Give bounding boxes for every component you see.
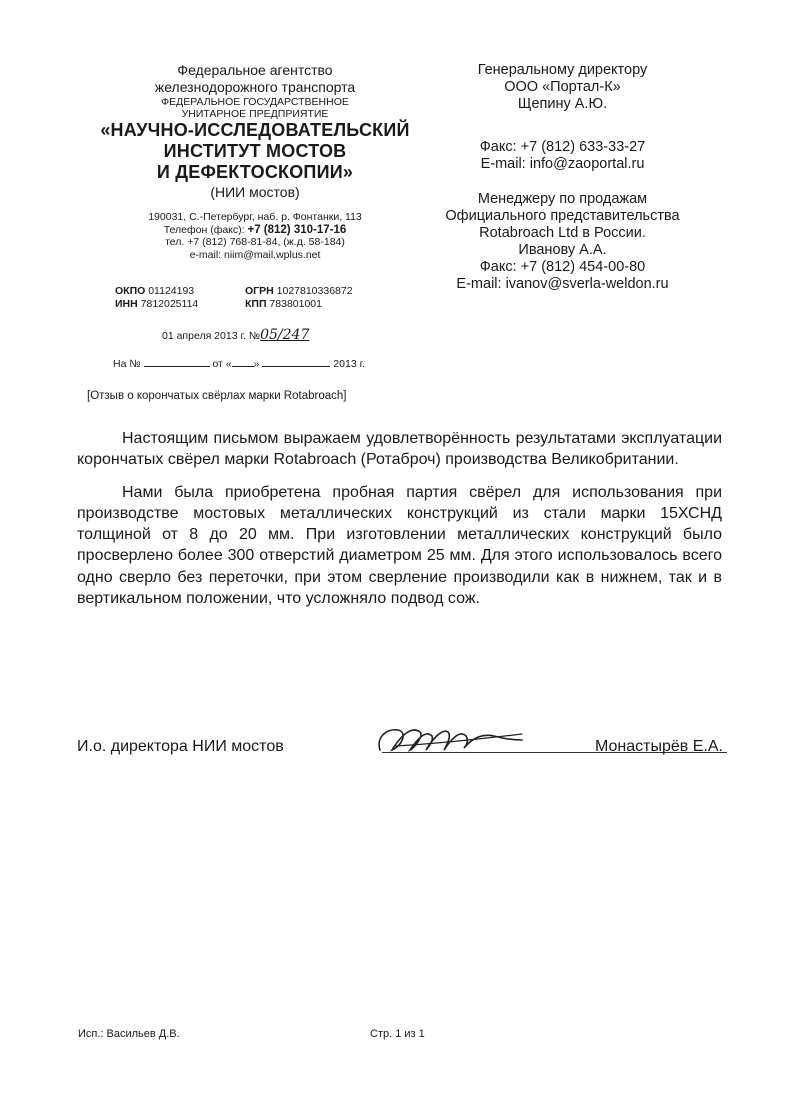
letter-date: 01 апреля 2013 г. № — [162, 330, 261, 342]
letter-date-number — [162, 327, 309, 343]
letter-subject: [Отзыв о корончатых свёрлах марки Rotabroach] — [87, 390, 347, 402]
okpo: ОКПО 01124193 — [115, 285, 195, 297]
institute-line-2: ИНСТИТУТ МОСТОВ — [163, 141, 347, 161]
addressee-block — [420, 62, 705, 293]
addressee-name: Щепину А.Ю. — [517, 96, 608, 112]
postal-address: 190031, С.-Петербург, наб. р. Фонтанки, 113 — [148, 211, 362, 223]
letter-body — [77, 428, 722, 609]
ref-number-blank — [144, 358, 210, 367]
phone-value: +7 (812) 310-17-16 — [247, 223, 347, 236]
inn: ИНН 7812025114 — [115, 298, 199, 310]
enterprise-line-2: УНИТАРНОЕ ПРЕДПРИЯТИЕ — [181, 108, 329, 120]
addressee-fax: Факс: +7 (812) 633-33-27 — [479, 139, 646, 155]
addressee-company: ООО «Портал-К» — [504, 79, 621, 95]
phone-label: Телефон (факс): — [163, 223, 248, 236]
addressee-email: E-mail: info@zaoportal.ru — [480, 156, 645, 172]
second-addressee-fax: Факс: +7 (812) 454-00-80 — [479, 259, 646, 275]
kpp: КПП 783801001 — [245, 298, 322, 310]
addressee-position: Генеральному директору — [477, 62, 648, 78]
signatory-title: И.о. директора НИИ мостов — [77, 738, 284, 755]
second-addressee-name: Иванову А.А. — [518, 242, 607, 258]
letterhead-email: e-mail: niim@mail.wplus.net — [189, 248, 321, 261]
institute-line-1: «НАУЧНО-ИССЛЕДОВАТЕЛЬСКИЙ — [100, 120, 410, 140]
page-number: Стр. 1 из 1 — [370, 1028, 425, 1040]
letterhead — [90, 62, 420, 261]
body-paragraph-1: Настоящим письмом выражаем удовлетворённость результатами эксплуатации корончатых свёрел марки Rotabroach (Ротаброч) производства Великобритании. — [77, 430, 722, 469]
reference-line: На № от « » 2013 г. — [113, 358, 366, 370]
second-addressee-position: Менеджеру по продажам — [477, 191, 648, 207]
phone-2: тел. +7 (812) 768-81-84, (ж.д. 58-184) — [165, 236, 345, 248]
enterprise-line-1: ФЕДЕРАЛЬНОЕ ГОСУДАРСТВЕННОЕ — [161, 96, 349, 108]
agency-line-1: Федеральное агентство — [177, 62, 333, 78]
ogrn: ОГРН 1027810336872 — [245, 285, 353, 297]
outgoing-number: 05/247 — [260, 327, 310, 343]
second-addressee-email: E-mail: ivanov@sverla-weldon.ru — [456, 276, 669, 292]
agency-line-2: железнодорожного транспорта — [154, 79, 356, 95]
institute-line-3: И ДЕФЕКТОСКОПИИ» — [156, 162, 354, 182]
signatory-name: Монастырёв Е.А. — [595, 738, 723, 755]
second-addressee-org: Официального представительства — [445, 208, 680, 224]
ref-month-blank — [262, 358, 330, 367]
body-paragraph-2: Нами была приобретена пробная партия свёрел для использования при производстве мостовых металлических конструкций из стали марки 15ХСНД толщиной от 8 до 20 мм. При изготовлении металлических конструкций было просверлено более 300 отверстий диаметром 25 мм. Для этого использовалось всего одно сверло без переточки, при этом сверление производили как в нижнем, так и в вертикальном положении, что усложняло подвод сож. — [77, 483, 722, 608]
institute-abbreviation: (НИИ мостов) — [210, 184, 300, 200]
executor: Исп.: Васильев Д.В. — [78, 1028, 180, 1040]
registration-codes — [115, 285, 353, 311]
second-addressee-company: Rotabroach Ltd в России. — [479, 225, 646, 241]
phone-fax-line — [90, 224, 420, 237]
ref-day-blank — [232, 358, 254, 367]
handwritten-signature — [372, 710, 532, 765]
